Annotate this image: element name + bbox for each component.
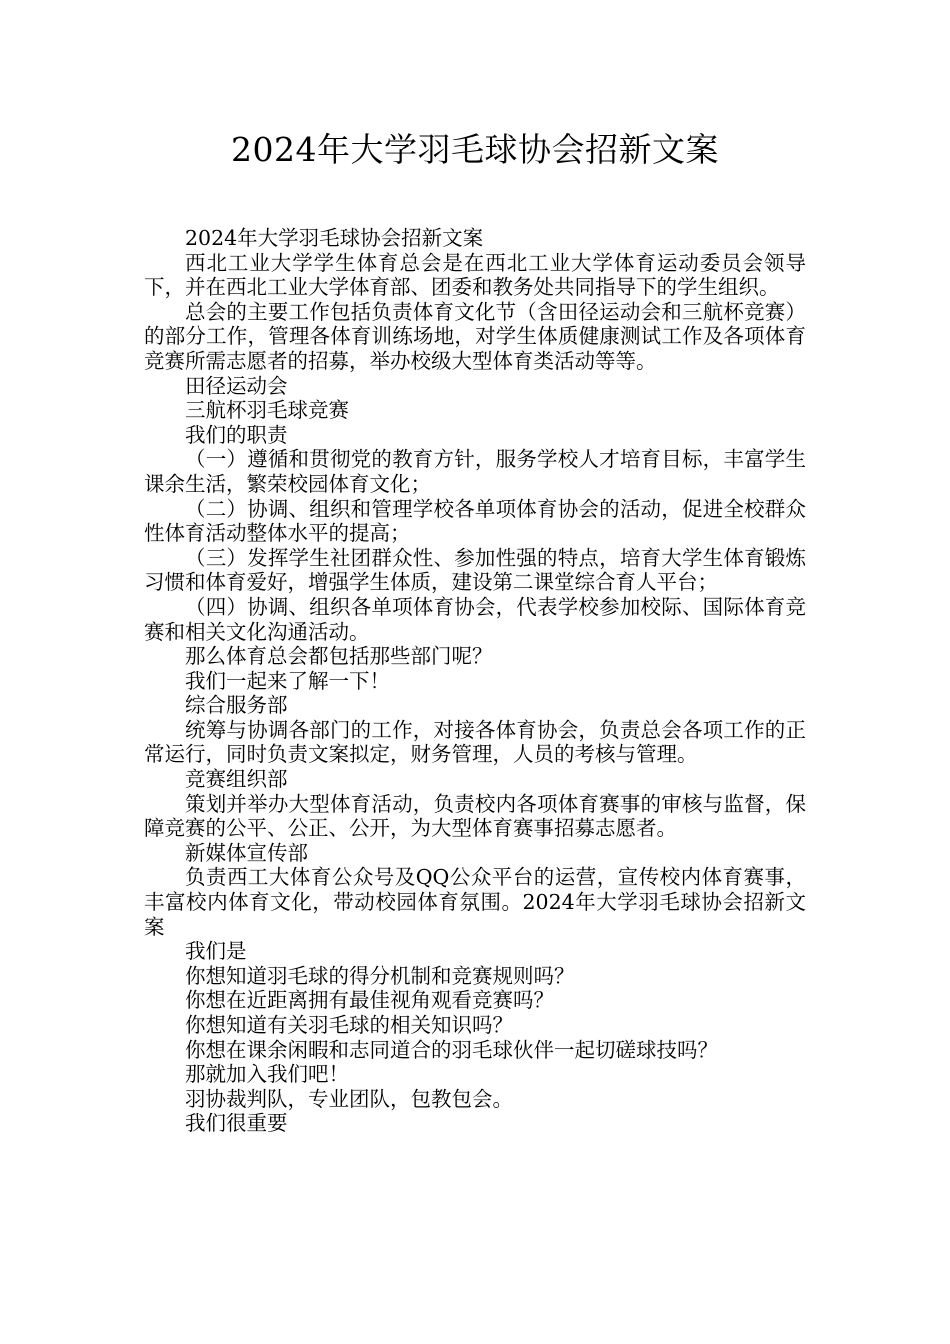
paragraph: 2024年大学羽毛球协会招新文案: [185, 226, 484, 250]
paragraph: 我们一起来了解一下！: [185, 668, 390, 693]
paragraph: 你想在课余闲暇和志同道合的羽毛球伙伴一起切磋球技吗？: [185, 1037, 718, 1062]
paragraph: 田径运动会: [185, 373, 288, 398]
paragraph: 你想在近距离拥有最佳视角观看竞赛吗？: [185, 988, 554, 1013]
paragraph: （二）协调、组织和管理学校各单项体育协会的活动，促进全校群众性体育活动整体水平的提高；: [144, 496, 806, 546]
paragraph: 负责西工大体育公众号及QQ公众平台的运营，宣传校内体育赛事，丰富校内体育文化，带动校园体育氛围。2024年大学羽毛球协会招新文案: [144, 865, 806, 939]
paragraph: 我们的职责: [185, 422, 288, 447]
paragraph: 统筹与协调各部门的工作，对接各体育协会，负责总会各项工作的正常运行，同时负责文案拟定，财务管理，人员的考核与管理。: [144, 717, 806, 767]
paragraph: 新媒体宣传部: [185, 840, 308, 865]
paragraph: （四）协调、组织各单项体育协会，代表学校参加校际、国际体育竞赛和相关文化沟通活动。: [144, 594, 806, 644]
paragraph: 总会的主要工作包括负责体育文化节（含田径运动会和三航杯竞赛）的部分工作，管理各体育训练场地，对学生体质健康测试工作及各项体育竞赛所需志愿者的招募，举办校级大型体育类活动等等。: [144, 299, 806, 373]
paragraph: （一）遵循和贯彻党的教育方针，服务学校人才培育目标，丰富学生课余生活，繁荣校园体育文化；: [144, 447, 806, 496]
paragraph: 你想知道有关羽毛球的相关知识吗？: [185, 1013, 513, 1037]
paragraph: 我们是: [185, 939, 247, 964]
paragraph: 你想知道羽毛球的得分机制和竞赛规则吗？: [185, 963, 575, 988]
document-title: 2024年大学羽毛球协会招新文案: [231, 130, 719, 169]
paragraph: 那么体育总会都包括那些部门呢？: [185, 644, 493, 669]
paragraph: 那就加入我们吧！: [185, 1062, 349, 1087]
paragraph: 我们很重要: [185, 1111, 288, 1136]
paragraph: 策划并举办大型体育活动，负责校内各项体育赛事的审核与监督，保障竞赛的公平、公正、公开，为大型体育赛事招募志愿者。: [144, 791, 806, 841]
paragraph: 三航杯羽毛球竞赛: [185, 398, 349, 423]
paragraph: 综合服务部: [185, 693, 288, 718]
paragraph: （三）发挥学生社团群众性、参加性强的特点，培育大学生体育锻炼习惯和体育爱好，增强学生体质，建设第二课堂综合育人平台；: [144, 545, 806, 595]
document-body: [144, 226, 806, 1136]
paragraph: 羽协裁判队，专业团队，包教包会。: [185, 1086, 513, 1111]
paragraph: 西北工业大学学生体育总会是在西北工业大学体育运动委员会领导下，并在西北工业大学体育部、团委和教务处共同指导下的学生组织。: [144, 250, 806, 300]
paragraph: 竞赛组织部: [185, 767, 288, 792]
